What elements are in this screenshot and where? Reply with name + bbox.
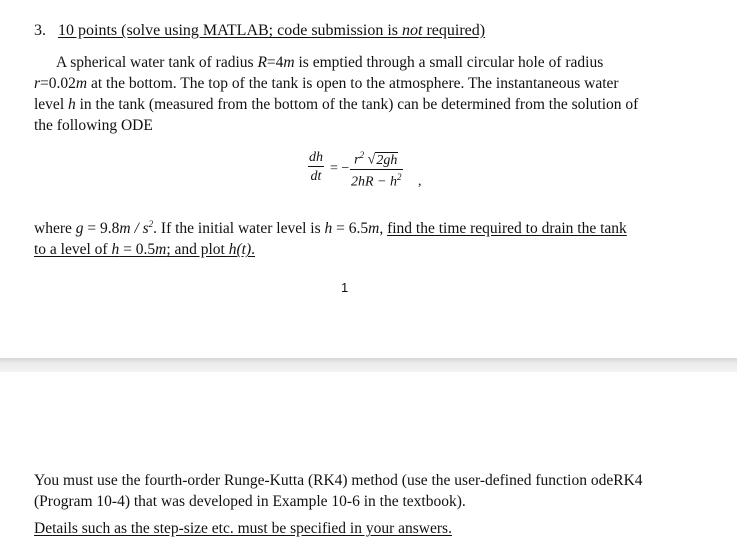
t: to a level of — [34, 241, 112, 259]
den: 2hR − h — [351, 174, 397, 190]
rhs-fraction — [350, 150, 403, 190]
t: =0.02 — [40, 75, 76, 92]
t: in the tank (measured from the bottom of the tank) can be determined from the solution of — [75, 96, 639, 113]
rk4-line-2: (Program 10-4) that was developed in Example 10-6 in the textbook). — [34, 493, 466, 510]
exp: 2 — [148, 219, 154, 229]
t: , — [379, 220, 388, 238]
problem-line-4: the following ODE — [34, 117, 153, 134]
unit-m: m — [155, 241, 167, 259]
question-points-note — [58, 22, 485, 39]
problem-statement — [34, 52, 670, 136]
var-r: r — [34, 75, 41, 92]
var-h: h — [111, 241, 120, 259]
t: = 0.5 — [119, 241, 156, 259]
var-r: r — [354, 152, 360, 168]
exp: 2 — [359, 150, 365, 160]
rk4-line-1: You must use the fourth-order Runge-Kutta (RK4) method (use the user-defined function odeRK4 — [34, 472, 643, 489]
equation-comma: , — [418, 174, 422, 189]
t: level — [34, 96, 68, 113]
question-heading — [34, 22, 485, 40]
unit-m: m — [283, 54, 295, 71]
lhs-fraction — [308, 150, 324, 185]
task-underlined: find the time required to drain the tank — [387, 220, 627, 238]
equals-minus: = − — [330, 161, 350, 176]
heading-emphasis: not — [402, 22, 423, 39]
var-R: R — [257, 54, 267, 71]
page-2 — [0, 372, 737, 552]
t: =4 — [266, 54, 284, 71]
function-h-t: h(t) — [228, 241, 252, 259]
lhs-numerator: dh — [309, 150, 323, 165]
rhs-numerator: $r^2$ √2gh — [354, 150, 398, 168]
given-and-task — [34, 214, 670, 260]
page-separator — [0, 358, 737, 372]
t: = 6.5 — [332, 220, 369, 238]
t: ; and plot — [166, 241, 229, 259]
page-number: 1 — [341, 280, 349, 295]
t: = 9.8 — [83, 220, 120, 238]
rhs-denominator — [350, 169, 403, 191]
unit-m: m — [75, 75, 88, 92]
problem-line-1 — [34, 52, 670, 73]
unit: m / s — [119, 220, 149, 238]
unit-m: m — [368, 220, 380, 238]
heading-text-b: required) — [422, 22, 486, 39]
problem-line-3 — [34, 94, 670, 115]
t: where — [34, 220, 76, 238]
problem-line-2 — [34, 73, 670, 94]
heading-text-a: 10 points (solve using MATLAB; code submission is — [58, 22, 403, 39]
sqrt-term: 2gh — [376, 152, 398, 168]
var-h: h — [324, 220, 333, 238]
question-number: 3. — [34, 22, 46, 39]
t: . — [251, 241, 256, 259]
ode-equation — [308, 150, 438, 198]
given-line-1 — [34, 214, 670, 239]
t: is emptied through a small circular hole of radius — [294, 54, 604, 71]
t: . If the initial water level is — [153, 220, 325, 238]
rk4-instructions — [34, 470, 670, 512]
lhs-denominator: dt — [308, 166, 324, 185]
t: at the bottom. The top of the tank is open to the atmosphere. The instantaneous water — [87, 75, 619, 92]
var-h: h — [68, 96, 76, 113]
given-line-2 — [34, 239, 670, 260]
var-g: g — [75, 220, 84, 238]
t: A spherical water tank of radius — [56, 54, 258, 71]
details-note: Details such as the step-size etc. must be specified in your answers. — [34, 520, 452, 537]
exp: 2 — [397, 171, 402, 182]
